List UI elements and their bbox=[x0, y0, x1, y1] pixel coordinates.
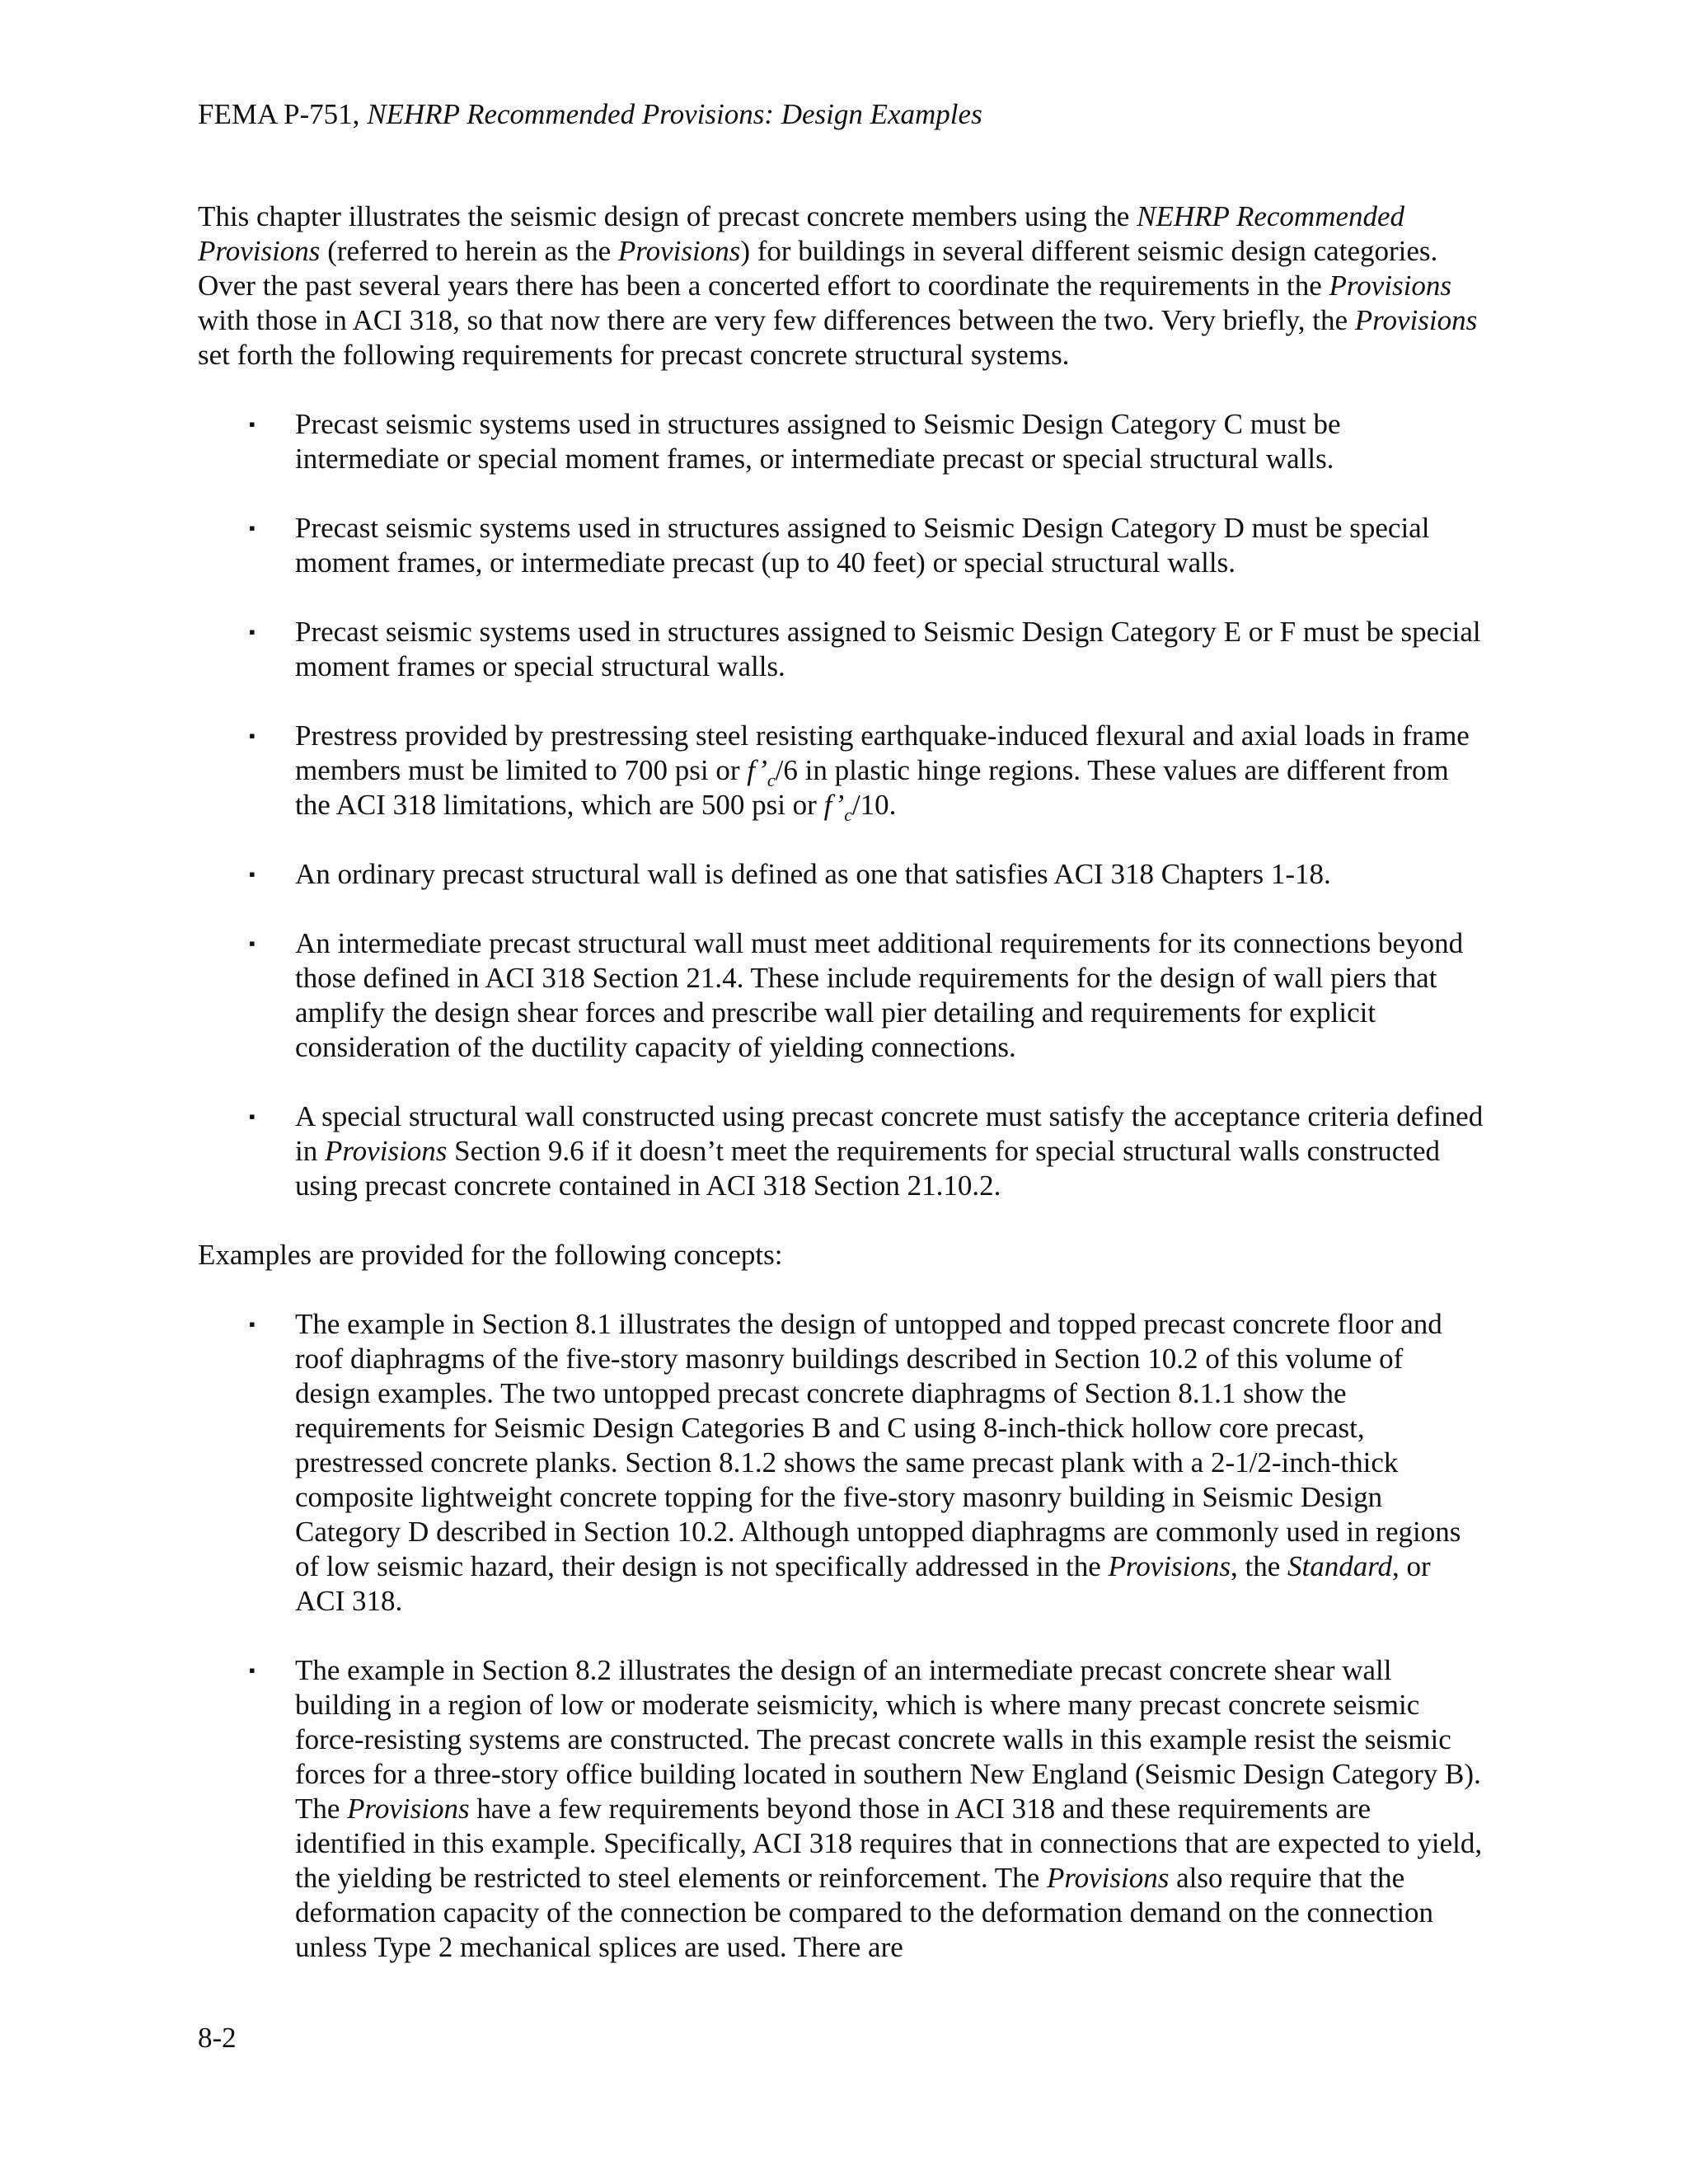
list-item: ▪ The example in Section 8.2 illustrates the design of an intermediate precast concrete shear wall building in a region of low or moderate seismicity, which is where many precast concrete seismic force-resisting systems are constructed. The precast concrete walls in this example resist the seismic forces for a three-story office building located in southern New England (Seismic Design Category B). The Provisions have a few requirements beyond those in ACI 318 and these requirements are identified in this example. Specifically, ACI 318 requires that in connections that are expected to yield, the yielding be restricted to steel elements or reinforcement. The Provisions also require that the deformation capacity of the connection be compared to the deformation demand on the connection unless Type 2 mechanical splices are used. There are bbox=[249, 1654, 1483, 1963]
header-title: NEHRP Recommended Provisions: Design Examples bbox=[367, 98, 982, 130]
list-item: ▪ Precast seismic systems used in structures assigned to Seismic Design Category D must be special moment frames, or intermediate precast (up to 40 feet) or special structural walls. bbox=[249, 512, 1430, 579]
bullet-marker: ▪ bbox=[249, 621, 256, 642]
examples-intro: Examples are provided for the following concepts: bbox=[198, 1239, 783, 1271]
bullet-marker: ▪ bbox=[249, 1660, 256, 1680]
list-item: ▪ Precast seismic systems used in structures assigned to Seismic Design Category E or F must be special moment frames or special structural walls. bbox=[249, 616, 1481, 682]
bullet-marker: ▪ bbox=[249, 1106, 256, 1127]
list-item: ▪ An intermediate precast structural wall must meet additional requirements for its connections beyond those defined in ACI 318 Section 21.4. These include requirements for the design of wall piers that amplify the design shear forces and prescribe wall pier detailing and requirements for explicit consideration of the ductility capacity of yielding connections. bbox=[249, 927, 1464, 1063]
bullet-marker: ▪ bbox=[249, 725, 256, 746]
bullet-marker: ▪ bbox=[249, 1314, 256, 1334]
list-item: ▪ Prestress provided by prestressing steel resisting earthquake-induced flexural and axial loads in frame members must be limited to 700 psi or $f’_c/6$ in plastic hinge regions. These values are different from the ACI 318 limitations, which are 500 psi or $f’_c/10$. bbox=[249, 719, 1470, 825]
list-item: ▪ An ordinary precast structural wall is defined as one that satisfies ACI 318 Chapters 1-18. bbox=[249, 858, 1331, 890]
bullet-marker: ▪ bbox=[249, 933, 256, 954]
list-item: ▪ A special structural wall constructed using precast concrete must satisfy the acceptance criteria defined in Provisions Section 9.6 if it doesn’t meet the requirements for special structural walls constructed using precast concrete contained in ACI 318 Section 21.10.2. bbox=[249, 1100, 1484, 1202]
bullet-marker: ▪ bbox=[249, 414, 256, 434]
bullet-marker: ▪ bbox=[249, 864, 256, 884]
running-header bbox=[198, 97, 982, 132]
header-prefix: FEMA P-751, bbox=[198, 98, 368, 130]
list-item: ▪ The example in Section 8.1 illustrates the design of untopped and topped precast concrete floor and roof diaphragms of the five-story masonry buildings described in Section 10.2 of this volume of design examples. The two untopped precast concrete diaphragms of Section 8.1.1 show the requirements for Seismic Design Categories B and C using 8-inch-thick hollow core precast, prestressed concrete planks. Section 8.1.2 shows the same precast plank with a 2-1/2-inch-thick composite lightweight concrete topping for the five-story masonry building in Seismic Design Category D described in Section 10.2. Although untopped diaphragms are commonly used in regions of low seismic hazard, their design is not specifically addressed in the Provisions, the Standard, or ACI 318. bbox=[249, 1308, 1461, 1617]
page-number: 8-2 bbox=[198, 2022, 237, 2054]
bullet-marker: ▪ bbox=[249, 518, 256, 538]
intro-paragraph: This chapter illustrates the seismic design of precast concrete members using the NEHRP Recommended Provisions (referred to herein as the Provisions) for buildings in several different seismic design categories. Over the past several years there has been a concerted effort to coordinate the requirements in the Provisions with those in ACI 318, so that now there are very few differences between the two. Very briefly, the Provisions set forth the following requirements for precast concrete structural systems. bbox=[198, 200, 1478, 371]
list-item: ▪ Precast seismic systems used in structures assigned to Seismic Design Category C must be intermediate or special moment frames, or intermediate precast or special structural walls. bbox=[249, 408, 1341, 475]
